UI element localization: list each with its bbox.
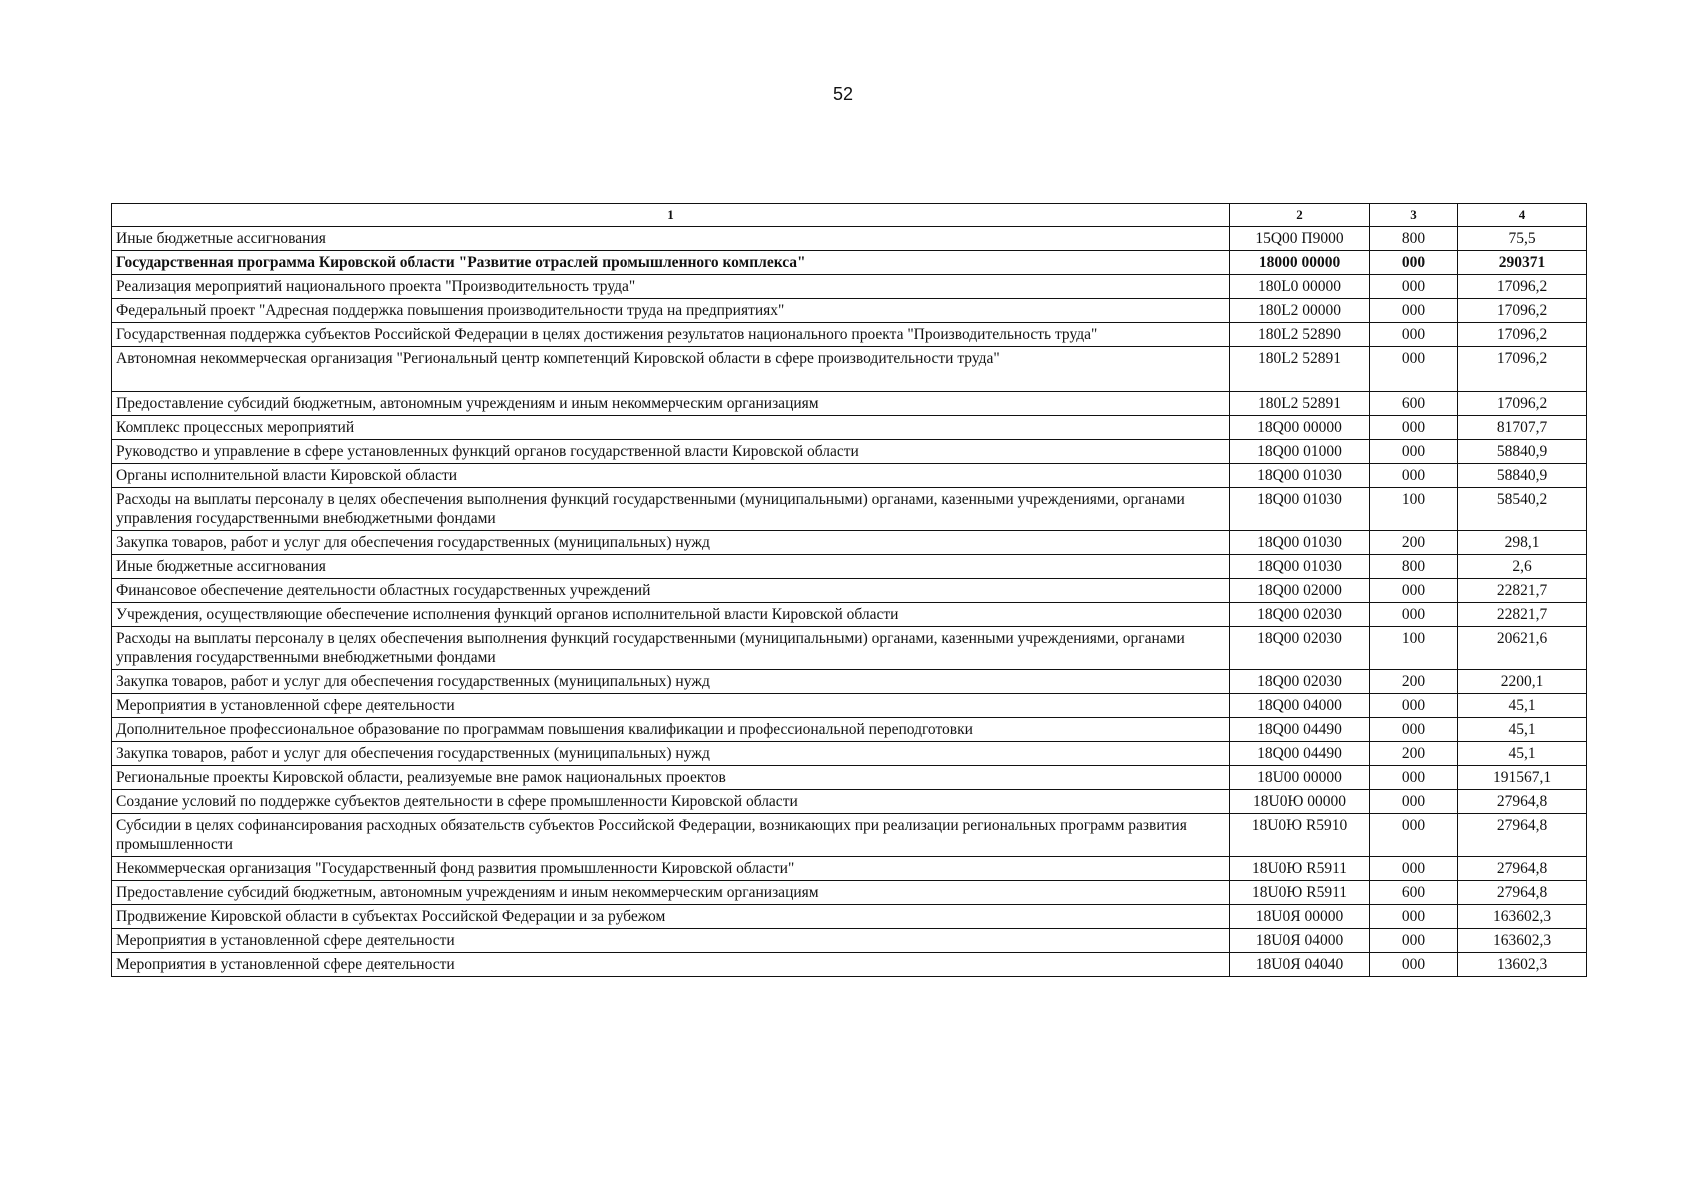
cell-name: Мероприятия в установленной сфере деятельности xyxy=(112,953,1230,977)
cell-amount: 58840,9 xyxy=(1458,440,1587,464)
table-row xyxy=(112,627,1587,670)
cell-target-code: 18Q00 01030 xyxy=(1230,531,1370,555)
cell-amount: 163602,3 xyxy=(1458,905,1587,929)
table-row xyxy=(112,742,1587,766)
table-row xyxy=(112,905,1587,929)
budget-table-container xyxy=(111,203,1586,977)
cell-expense-type: 000 xyxy=(1370,766,1458,790)
cell-target-code: 180L0 00000 xyxy=(1230,275,1370,299)
cell-expense-type: 000 xyxy=(1370,929,1458,953)
cell-expense-type: 000 xyxy=(1370,814,1458,857)
cell-name: Иные бюджетные ассигнования xyxy=(112,227,1230,251)
table-row xyxy=(112,953,1587,977)
table-row xyxy=(112,603,1587,627)
table-row xyxy=(112,416,1587,440)
cell-amount: 2200,1 xyxy=(1458,670,1587,694)
cell-name: Комплекс процессных мероприятий xyxy=(112,416,1230,440)
header-col-4: 4 xyxy=(1458,204,1587,227)
cell-amount: 163602,3 xyxy=(1458,929,1587,953)
cell-name: Расходы на выплаты персоналу в целях обеспечения выполнения функций государственными (муниципальными) органами, казенными учреждениями, органами управления государственными внебюджетными фондами xyxy=(112,488,1230,531)
cell-expense-type: 000 xyxy=(1370,251,1458,275)
cell-amount: 191567,1 xyxy=(1458,766,1587,790)
cell-name: Региональные проекты Кировской области, реализуемые вне рамок национальных проектов xyxy=(112,766,1230,790)
cell-name: Мероприятия в установленной сфере деятельности xyxy=(112,929,1230,953)
cell-amount: 75,5 xyxy=(1458,227,1587,251)
cell-amount: 58540,2 xyxy=(1458,488,1587,531)
cell-expense-type: 000 xyxy=(1370,299,1458,323)
cell-amount: 17096,2 xyxy=(1458,347,1587,392)
cell-target-code: 18U0Я 04040 xyxy=(1230,953,1370,977)
cell-expense-type: 600 xyxy=(1370,881,1458,905)
cell-target-code: 18U0Ю R5911 xyxy=(1230,857,1370,881)
cell-name: Закупка товаров, работ и услуг для обеспечения государственных (муниципальных) нужд xyxy=(112,531,1230,555)
cell-expense-type: 000 xyxy=(1370,275,1458,299)
cell-amount: 27964,8 xyxy=(1458,814,1587,857)
table-row xyxy=(112,227,1587,251)
page-number: 52 xyxy=(832,84,854,104)
cell-expense-type: 200 xyxy=(1370,670,1458,694)
cell-target-code: 18000 00000 xyxy=(1230,251,1370,275)
cell-expense-type: 200 xyxy=(1370,742,1458,766)
cell-amount: 17096,2 xyxy=(1458,275,1587,299)
cell-expense-type: 000 xyxy=(1370,857,1458,881)
header-col-2: 2 xyxy=(1230,204,1370,227)
cell-target-code: 15Q00 П9000 xyxy=(1230,227,1370,251)
cell-name: Предоставление субсидий бюджетным, автономным учреждениям и иным некоммерческим организациям xyxy=(112,392,1230,416)
cell-name: Предоставление субсидий бюджетным, автономным учреждениям и иным некоммерческим организациям xyxy=(112,881,1230,905)
cell-target-code: 18U0Я 04000 xyxy=(1230,929,1370,953)
cell-name: Руководство и управление в сфере установленных функций органов государственной власти Кировской области xyxy=(112,440,1230,464)
cell-target-code: 18Q00 04490 xyxy=(1230,718,1370,742)
cell-expense-type: 000 xyxy=(1370,718,1458,742)
table-row xyxy=(112,488,1587,531)
cell-amount: 22821,7 xyxy=(1458,603,1587,627)
cell-target-code: 18Q00 02000 xyxy=(1230,579,1370,603)
cell-name: Дополнительное профессиональное образование по программам повышения квалификации и профессиональной переподготовки xyxy=(112,718,1230,742)
cell-amount: 27964,8 xyxy=(1458,790,1587,814)
table-row xyxy=(112,347,1587,392)
cell-expense-type: 000 xyxy=(1370,416,1458,440)
cell-amount: 45,1 xyxy=(1458,694,1587,718)
cell-amount: 27964,8 xyxy=(1458,881,1587,905)
cell-target-code: 180L2 52891 xyxy=(1230,392,1370,416)
cell-target-code: 18Q00 00000 xyxy=(1230,416,1370,440)
table-row xyxy=(112,392,1587,416)
cell-target-code: 180L2 00000 xyxy=(1230,299,1370,323)
cell-name: Государственная поддержка субъектов Российской Федерации в целях достижения результатов национального проекта "Производительность труда" xyxy=(112,323,1230,347)
cell-amount: 17096,2 xyxy=(1458,323,1587,347)
cell-amount: 27964,8 xyxy=(1458,857,1587,881)
cell-expense-type: 100 xyxy=(1370,488,1458,531)
cell-name: Учреждения, осуществляющие обеспечение исполнения функций органов исполнительной власти Кировской области xyxy=(112,603,1230,627)
table-row xyxy=(112,275,1587,299)
cell-name: Федеральный проект "Адресная поддержка повышения производительности труда на предприятиях" xyxy=(112,299,1230,323)
table-row xyxy=(112,766,1587,790)
cell-target-code: 18Q00 02030 xyxy=(1230,627,1370,670)
table-row xyxy=(112,929,1587,953)
cell-target-code: 18Q00 02030 xyxy=(1230,603,1370,627)
budget-table xyxy=(111,203,1587,977)
table-row xyxy=(112,718,1587,742)
cell-expense-type: 600 xyxy=(1370,392,1458,416)
cell-amount: 45,1 xyxy=(1458,718,1587,742)
cell-expense-type: 000 xyxy=(1370,790,1458,814)
table-row xyxy=(112,440,1587,464)
cell-amount: 13602,3 xyxy=(1458,953,1587,977)
cell-name: Закупка товаров, работ и услуг для обеспечения государственных (муниципальных) нужд xyxy=(112,742,1230,766)
cell-name: Реализация мероприятий национального проекта "Производительность труда" xyxy=(112,275,1230,299)
cell-target-code: 18U0Ю 00000 xyxy=(1230,790,1370,814)
cell-amount: 17096,2 xyxy=(1458,392,1587,416)
table-row xyxy=(112,464,1587,488)
cell-target-code: 18Q00 04000 xyxy=(1230,694,1370,718)
table-row xyxy=(112,857,1587,881)
cell-expense-type: 000 xyxy=(1370,694,1458,718)
cell-amount: 290371 xyxy=(1458,251,1587,275)
cell-expense-type: 200 xyxy=(1370,531,1458,555)
cell-amount: 20621,6 xyxy=(1458,627,1587,670)
header-col-1: 1 xyxy=(112,204,1230,227)
table-row xyxy=(112,555,1587,579)
table-row xyxy=(112,531,1587,555)
cell-name: Мероприятия в установленной сфере деятельности xyxy=(112,694,1230,718)
table-row xyxy=(112,323,1587,347)
cell-expense-type: 000 xyxy=(1370,579,1458,603)
cell-name: Закупка товаров, работ и услуг для обеспечения государственных (муниципальных) нужд xyxy=(112,670,1230,694)
cell-amount: 22821,7 xyxy=(1458,579,1587,603)
table-row xyxy=(112,299,1587,323)
cell-expense-type: 800 xyxy=(1370,555,1458,579)
table-header xyxy=(112,204,1587,227)
cell-expense-type: 000 xyxy=(1370,905,1458,929)
cell-name: Расходы на выплаты персоналу в целях обеспечения выполнения функций государственными (муниципальными) органами, казенными учреждениями, органами управления государственными внебюджетными фондами xyxy=(112,627,1230,670)
table-row xyxy=(112,881,1587,905)
cell-target-code: 18Q00 01000 xyxy=(1230,440,1370,464)
cell-target-code: 18U0Ю R5911 xyxy=(1230,881,1370,905)
cell-name: Субсидии в целях софинансирования расходных обязательств субъектов Российской Федерации, возникающих при реализации региональных программ развития промышленности xyxy=(112,814,1230,857)
cell-target-code: 18Q00 01030 xyxy=(1230,555,1370,579)
cell-amount: 2,6 xyxy=(1458,555,1587,579)
cell-target-code: 18U0Я 00000 xyxy=(1230,905,1370,929)
cell-name: Продвижение Кировской области в субъектах Российской Федерации и за рубежом xyxy=(112,905,1230,929)
cell-target-code: 18U00 00000 xyxy=(1230,766,1370,790)
cell-name: Автономная некоммерческая организация "Региональный центр компетенций Кировской области в сфере производительности труда" xyxy=(112,347,1230,392)
cell-target-code: 18Q00 02030 xyxy=(1230,670,1370,694)
cell-target-code: 180L2 52891 xyxy=(1230,347,1370,392)
cell-name: Финансовое обеспечение деятельности областных государственных учреждений xyxy=(112,579,1230,603)
table-row xyxy=(112,251,1587,275)
cell-expense-type: 000 xyxy=(1370,953,1458,977)
cell-target-code: 18U0Ю R5910 xyxy=(1230,814,1370,857)
cell-target-code: 18Q00 04490 xyxy=(1230,742,1370,766)
cell-name: Некоммерческая организация "Государственный фонд развития промышленности Кировской области" xyxy=(112,857,1230,881)
cell-amount: 298,1 xyxy=(1458,531,1587,555)
cell-expense-type: 800 xyxy=(1370,227,1458,251)
cell-name: Государственная программа Кировской области "Развитие отраслей промышленного комплекса" xyxy=(112,251,1230,275)
header-row xyxy=(112,204,1587,227)
cell-expense-type: 000 xyxy=(1370,440,1458,464)
cell-target-code: 18Q00 01030 xyxy=(1230,488,1370,531)
cell-expense-type: 000 xyxy=(1370,464,1458,488)
cell-name: Иные бюджетные ассигнования xyxy=(112,555,1230,579)
cell-amount: 45,1 xyxy=(1458,742,1587,766)
table-row xyxy=(112,790,1587,814)
cell-expense-type: 100 xyxy=(1370,627,1458,670)
cell-expense-type: 000 xyxy=(1370,323,1458,347)
table-row xyxy=(112,814,1587,857)
cell-amount: 81707,7 xyxy=(1458,416,1587,440)
header-col-3: 3 xyxy=(1370,204,1458,227)
cell-amount: 58840,9 xyxy=(1458,464,1587,488)
cell-target-code: 180L2 52890 xyxy=(1230,323,1370,347)
table-body xyxy=(112,227,1587,977)
table-row xyxy=(112,579,1587,603)
table-row xyxy=(112,694,1587,718)
cell-target-code: 18Q00 01030 xyxy=(1230,464,1370,488)
cell-name: Создание условий по поддержке субъектов деятельности в сфере промышленности Кировской области xyxy=(112,790,1230,814)
cell-expense-type: 000 xyxy=(1370,603,1458,627)
cell-name: Органы исполнительной власти Кировской области xyxy=(112,464,1230,488)
cell-expense-type: 000 xyxy=(1370,347,1458,392)
cell-amount: 17096,2 xyxy=(1458,299,1587,323)
table-row xyxy=(112,670,1587,694)
